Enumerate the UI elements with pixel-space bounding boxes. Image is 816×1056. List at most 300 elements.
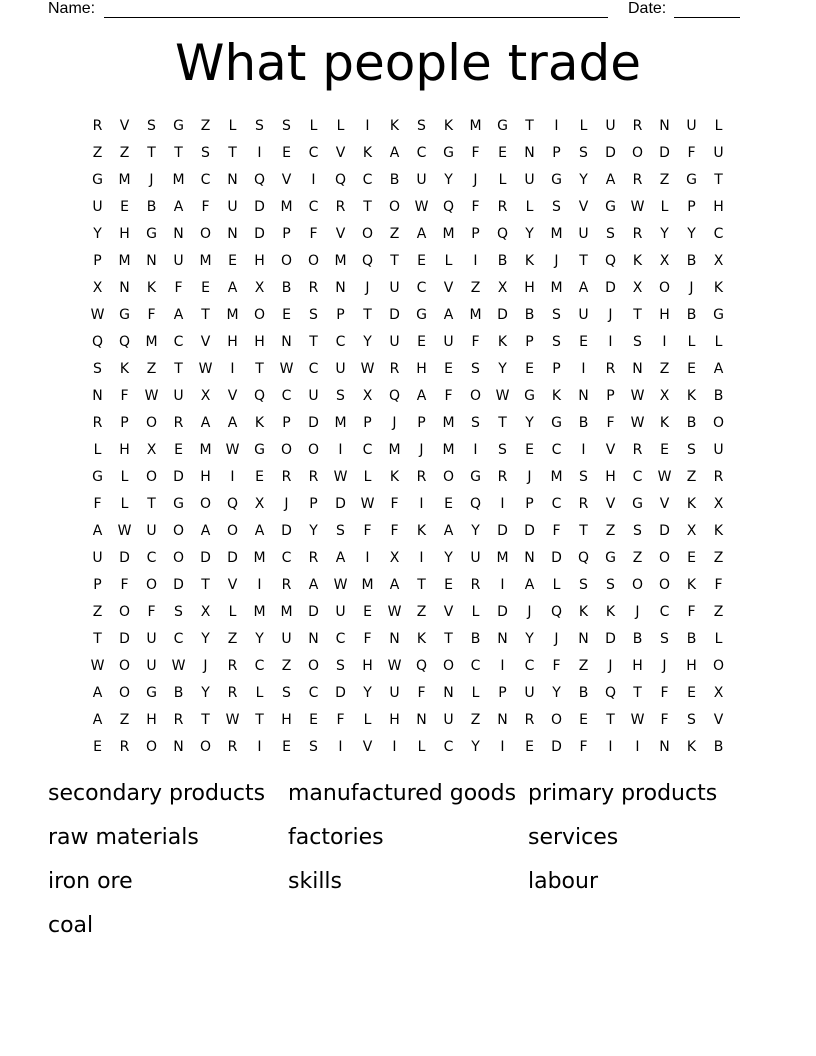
- grid-letter[interactable]: F: [93, 495, 102, 512]
- grid-letter[interactable]: V: [227, 576, 238, 593]
- grid-letter[interactable]: A: [173, 198, 184, 215]
- grid-letter[interactable]: P: [309, 495, 318, 512]
- grid-letter[interactable]: B: [497, 252, 508, 269]
- grid-letter[interactable]: A: [92, 711, 103, 728]
- grid-letter[interactable]: F: [660, 711, 669, 728]
- grid-letter[interactable]: R: [308, 549, 319, 566]
- grid-letter[interactable]: E: [444, 576, 453, 593]
- grid-letter[interactable]: U: [524, 684, 535, 701]
- grid-letter[interactable]: P: [417, 414, 426, 431]
- grid-letter[interactable]: D: [335, 495, 346, 512]
- grid-letter[interactable]: Y: [525, 225, 534, 242]
- grid-letter[interactable]: W: [333, 468, 348, 485]
- grid-letter[interactable]: I: [608, 738, 613, 755]
- grid-letter[interactable]: S: [606, 576, 615, 593]
- grid-letter[interactable]: W: [198, 360, 213, 377]
- grid-letter[interactable]: Y: [255, 630, 264, 647]
- grid-letter[interactable]: E: [417, 333, 426, 350]
- grid-letter[interactable]: N: [443, 684, 454, 701]
- grid-letter[interactable]: E: [93, 738, 102, 755]
- grid-letter[interactable]: J: [608, 306, 613, 323]
- grid-letter[interactable]: N: [659, 738, 670, 755]
- grid-letter[interactable]: Y: [93, 225, 102, 242]
- grid-letter[interactable]: O: [199, 225, 212, 242]
- grid-letter[interactable]: P: [120, 414, 129, 431]
- grid-letter[interactable]: H: [713, 198, 724, 215]
- grid-letter[interactable]: R: [416, 468, 427, 485]
- grid-letter[interactable]: D: [497, 522, 508, 539]
- grid-letter[interactable]: L: [714, 117, 723, 134]
- grid-letter[interactable]: X: [659, 252, 670, 269]
- grid-letter[interactable]: M: [550, 468, 563, 485]
- grid-letter[interactable]: S: [201, 144, 210, 161]
- grid-letter[interactable]: R: [713, 468, 724, 485]
- grid-letter[interactable]: I: [473, 252, 478, 269]
- grid-letter[interactable]: E: [687, 549, 696, 566]
- grid-letter[interactable]: A: [227, 414, 238, 431]
- grid-letter[interactable]: K: [254, 414, 265, 431]
- grid-letter[interactable]: C: [308, 360, 319, 377]
- grid-letter[interactable]: N: [227, 171, 238, 188]
- grid-letter[interactable]: K: [632, 252, 643, 269]
- grid-letter[interactable]: D: [335, 684, 346, 701]
- grid-letter[interactable]: M: [199, 252, 212, 269]
- grid-letter[interactable]: O: [145, 738, 158, 755]
- grid-letter[interactable]: H: [254, 252, 265, 269]
- grid-letter[interactable]: I: [662, 333, 667, 350]
- grid-letter[interactable]: R: [92, 117, 103, 134]
- grid-letter[interactable]: Z: [632, 549, 643, 566]
- grid-letter[interactable]: U: [443, 333, 454, 350]
- grid-letter[interactable]: L: [93, 441, 102, 458]
- grid-letter[interactable]: L: [498, 171, 507, 188]
- grid-letter[interactable]: A: [443, 522, 454, 539]
- grid-letter[interactable]: C: [713, 225, 724, 242]
- grid-letter[interactable]: X: [659, 387, 670, 404]
- grid-letter[interactable]: I: [500, 576, 505, 593]
- grid-letter[interactable]: G: [551, 414, 562, 431]
- grid-letter[interactable]: U: [173, 387, 184, 404]
- grid-letter[interactable]: X: [146, 441, 157, 458]
- grid-letter[interactable]: Z: [659, 360, 670, 377]
- grid-letter[interactable]: M: [334, 414, 347, 431]
- grid-letter[interactable]: L: [417, 738, 426, 755]
- grid-letter[interactable]: S: [471, 414, 480, 431]
- grid-letter[interactable]: Z: [416, 603, 427, 620]
- grid-letter[interactable]: L: [471, 603, 480, 620]
- grid-letter[interactable]: K: [659, 414, 670, 431]
- grid-letter[interactable]: M: [442, 414, 455, 431]
- grid-letter[interactable]: T: [633, 684, 642, 701]
- grid-letter[interactable]: J: [365, 279, 370, 296]
- grid-letter[interactable]: Z: [281, 657, 292, 674]
- grid-letter[interactable]: R: [632, 171, 643, 188]
- grid-letter[interactable]: T: [498, 414, 507, 431]
- grid-letter[interactable]: N: [578, 630, 589, 647]
- grid-letter[interactable]: U: [416, 171, 427, 188]
- grid-letter[interactable]: E: [579, 711, 588, 728]
- grid-letter[interactable]: T: [309, 333, 318, 350]
- grid-letter[interactable]: A: [713, 360, 724, 377]
- grid-letter[interactable]: S: [255, 117, 264, 134]
- grid-letter[interactable]: I: [500, 738, 505, 755]
- grid-letter[interactable]: O: [712, 657, 725, 674]
- grid-letter[interactable]: Y: [471, 738, 480, 755]
- grid-letter[interactable]: N: [632, 360, 643, 377]
- grid-letter[interactable]: X: [713, 495, 724, 512]
- grid-letter[interactable]: I: [257, 144, 262, 161]
- grid-letter[interactable]: Y: [201, 684, 210, 701]
- grid-letter[interactable]: O: [712, 414, 725, 431]
- grid-letter[interactable]: P: [552, 360, 561, 377]
- grid-letter[interactable]: K: [605, 603, 616, 620]
- grid-letter[interactable]: A: [389, 576, 400, 593]
- grid-letter[interactable]: N: [389, 630, 400, 647]
- grid-letter[interactable]: D: [200, 549, 211, 566]
- grid-letter[interactable]: M: [280, 603, 293, 620]
- grid-letter[interactable]: Z: [227, 630, 238, 647]
- grid-letter[interactable]: P: [93, 252, 102, 269]
- grid-letter[interactable]: Q: [253, 387, 266, 404]
- grid-letter[interactable]: L: [525, 198, 534, 215]
- grid-letter[interactable]: W: [333, 576, 348, 593]
- grid-letter[interactable]: C: [362, 441, 373, 458]
- grid-letter[interactable]: H: [362, 657, 373, 674]
- grid-letter[interactable]: U: [389, 684, 400, 701]
- grid-letter[interactable]: Z: [713, 549, 724, 566]
- grid-letter[interactable]: E: [444, 360, 453, 377]
- grid-letter[interactable]: L: [363, 468, 372, 485]
- grid-letter[interactable]: H: [200, 468, 211, 485]
- grid-letter[interactable]: V: [443, 279, 454, 296]
- grid-letter[interactable]: I: [581, 441, 586, 458]
- grid-letter[interactable]: C: [335, 333, 346, 350]
- grid-letter[interactable]: G: [146, 225, 157, 242]
- grid-letter[interactable]: K: [389, 117, 400, 134]
- grid-letter[interactable]: B: [389, 171, 400, 188]
- grid-letter[interactable]: B: [470, 630, 481, 647]
- grid-letter[interactable]: S: [147, 117, 156, 134]
- grid-letter[interactable]: K: [362, 144, 373, 161]
- grid-letter[interactable]: N: [659, 117, 670, 134]
- grid-letter[interactable]: Z: [119, 711, 130, 728]
- grid-letter[interactable]: O: [361, 225, 374, 242]
- grid-letter[interactable]: F: [471, 333, 480, 350]
- grid-letter[interactable]: E: [444, 495, 453, 512]
- grid-letter[interactable]: W: [171, 657, 186, 674]
- grid-letter[interactable]: I: [257, 738, 262, 755]
- grid-letter[interactable]: P: [93, 576, 102, 593]
- grid-letter[interactable]: S: [633, 522, 642, 539]
- grid-letter[interactable]: S: [552, 333, 561, 350]
- grid-letter[interactable]: P: [552, 144, 561, 161]
- grid-letter[interactable]: K: [551, 387, 562, 404]
- grid-letter[interactable]: S: [336, 657, 345, 674]
- grid-letter[interactable]: D: [605, 144, 616, 161]
- grid-letter[interactable]: I: [554, 117, 559, 134]
- grid-letter[interactable]: M: [388, 441, 401, 458]
- grid-letter[interactable]: T: [174, 360, 183, 377]
- grid-letter[interactable]: O: [307, 657, 320, 674]
- grid-letter[interactable]: W: [630, 414, 645, 431]
- grid-letter[interactable]: M: [280, 198, 293, 215]
- grid-letter[interactable]: T: [228, 144, 237, 161]
- grid-letter[interactable]: W: [495, 387, 510, 404]
- grid-letter[interactable]: R: [227, 738, 238, 755]
- grid-letter[interactable]: U: [389, 333, 400, 350]
- grid-letter[interactable]: D: [119, 630, 130, 647]
- grid-letter[interactable]: U: [713, 441, 724, 458]
- grid-letter[interactable]: R: [227, 657, 238, 674]
- grid-letter[interactable]: K: [686, 495, 697, 512]
- grid-letter[interactable]: T: [174, 144, 183, 161]
- grid-letter[interactable]: Q: [550, 603, 563, 620]
- grid-letter[interactable]: Q: [334, 171, 347, 188]
- grid-letter[interactable]: O: [388, 198, 401, 215]
- grid-letter[interactable]: Z: [146, 360, 157, 377]
- grid-letter[interactable]: R: [497, 198, 508, 215]
- grid-letter[interactable]: H: [686, 657, 697, 674]
- grid-letter[interactable]: N: [173, 738, 184, 755]
- grid-letter[interactable]: Y: [525, 414, 534, 431]
- grid-letter[interactable]: W: [630, 387, 645, 404]
- grid-letter[interactable]: Y: [444, 171, 453, 188]
- grid-letter[interactable]: T: [714, 171, 723, 188]
- grid-letter[interactable]: S: [309, 306, 318, 323]
- grid-letter[interactable]: D: [605, 630, 616, 647]
- grid-letter[interactable]: N: [335, 279, 346, 296]
- grid-letter[interactable]: R: [470, 576, 481, 593]
- grid-letter[interactable]: G: [254, 441, 265, 458]
- grid-letter[interactable]: J: [527, 468, 532, 485]
- grid-letter[interactable]: I: [419, 495, 424, 512]
- grid-letter[interactable]: F: [606, 414, 615, 431]
- grid-letter[interactable]: B: [713, 387, 724, 404]
- grid-letter[interactable]: G: [92, 171, 103, 188]
- grid-letter[interactable]: C: [146, 549, 157, 566]
- grid-letter[interactable]: T: [363, 198, 372, 215]
- grid-letter[interactable]: L: [228, 117, 237, 134]
- grid-letter[interactable]: T: [93, 630, 102, 647]
- grid-letter[interactable]: N: [416, 711, 427, 728]
- grid-letter[interactable]: Z: [389, 225, 400, 242]
- grid-letter[interactable]: Y: [471, 522, 480, 539]
- grid-letter[interactable]: R: [524, 711, 535, 728]
- grid-letter[interactable]: N: [227, 225, 238, 242]
- grid-letter[interactable]: R: [281, 468, 292, 485]
- grid-letter[interactable]: T: [417, 576, 426, 593]
- grid-letter[interactable]: U: [92, 549, 103, 566]
- grid-letter[interactable]: A: [443, 306, 454, 323]
- grid-letter[interactable]: A: [524, 576, 535, 593]
- grid-letter[interactable]: O: [226, 522, 239, 539]
- grid-letter[interactable]: W: [360, 360, 375, 377]
- grid-letter[interactable]: Q: [226, 495, 239, 512]
- grid-letter[interactable]: O: [118, 657, 131, 674]
- grid-letter[interactable]: O: [442, 657, 455, 674]
- grid-letter[interactable]: C: [173, 333, 184, 350]
- grid-letter[interactable]: G: [713, 306, 724, 323]
- grid-letter[interactable]: Z: [470, 711, 481, 728]
- grid-letter[interactable]: B: [146, 198, 157, 215]
- grid-letter[interactable]: P: [525, 495, 534, 512]
- grid-letter[interactable]: S: [336, 522, 345, 539]
- grid-letter[interactable]: U: [443, 711, 454, 728]
- grid-letter[interactable]: K: [713, 279, 724, 296]
- grid-letter[interactable]: D: [551, 549, 562, 566]
- grid-letter[interactable]: L: [363, 711, 372, 728]
- grid-letter[interactable]: V: [119, 117, 130, 134]
- grid-letter[interactable]: L: [660, 198, 669, 215]
- grid-letter[interactable]: E: [687, 684, 696, 701]
- grid-letter[interactable]: M: [253, 549, 266, 566]
- grid-letter[interactable]: U: [335, 360, 346, 377]
- grid-letter[interactable]: R: [605, 360, 616, 377]
- grid-letter[interactable]: A: [254, 522, 265, 539]
- grid-letter[interactable]: Y: [498, 360, 507, 377]
- grid-letter[interactable]: O: [658, 279, 671, 296]
- grid-letter[interactable]: X: [362, 387, 373, 404]
- grid-letter[interactable]: O: [145, 576, 158, 593]
- grid-letter[interactable]: I: [608, 333, 613, 350]
- grid-letter[interactable]: Z: [470, 279, 481, 296]
- grid-letter[interactable]: I: [338, 738, 343, 755]
- grid-letter[interactable]: W: [630, 198, 645, 215]
- grid-letter[interactable]: I: [500, 495, 505, 512]
- grid-letter[interactable]: S: [174, 603, 183, 620]
- grid-letter[interactable]: S: [471, 360, 480, 377]
- grid-letter[interactable]: G: [497, 117, 508, 134]
- grid-letter[interactable]: W: [225, 711, 240, 728]
- grid-letter[interactable]: Z: [659, 171, 670, 188]
- grid-letter[interactable]: K: [686, 738, 697, 755]
- grid-letter[interactable]: N: [281, 333, 292, 350]
- grid-letter[interactable]: R: [308, 279, 319, 296]
- grid-letter[interactable]: F: [552, 657, 561, 674]
- grid-letter[interactable]: S: [552, 306, 561, 323]
- grid-letter[interactable]: T: [579, 252, 588, 269]
- grid-letter[interactable]: G: [416, 306, 427, 323]
- grid-letter[interactable]: S: [579, 144, 588, 161]
- grid-letter[interactable]: L: [120, 495, 129, 512]
- grid-letter[interactable]: D: [254, 225, 265, 242]
- grid-letter[interactable]: J: [662, 657, 667, 674]
- grid-letter[interactable]: V: [281, 171, 292, 188]
- grid-letter[interactable]: J: [284, 495, 289, 512]
- grid-letter[interactable]: D: [227, 549, 238, 566]
- grid-letter[interactable]: U: [578, 306, 589, 323]
- grid-letter[interactable]: S: [579, 576, 588, 593]
- grid-letter[interactable]: A: [335, 549, 346, 566]
- grid-letter[interactable]: L: [120, 468, 129, 485]
- grid-letter[interactable]: M: [550, 279, 563, 296]
- grid-letter[interactable]: A: [416, 225, 427, 242]
- grid-letter[interactable]: H: [146, 711, 157, 728]
- grid-letter[interactable]: U: [146, 630, 157, 647]
- grid-letter[interactable]: R: [227, 684, 238, 701]
- grid-letter[interactable]: T: [255, 360, 264, 377]
- grid-letter[interactable]: V: [200, 333, 211, 350]
- grid-letter[interactable]: I: [635, 738, 640, 755]
- grid-letter[interactable]: H: [605, 468, 616, 485]
- grid-letter[interactable]: O: [631, 144, 644, 161]
- grid-letter[interactable]: G: [173, 495, 184, 512]
- grid-letter[interactable]: V: [362, 738, 373, 755]
- grid-letter[interactable]: J: [554, 252, 559, 269]
- grid-letter[interactable]: V: [578, 198, 589, 215]
- grid-letter[interactable]: U: [605, 117, 616, 134]
- grid-letter[interactable]: F: [471, 144, 480, 161]
- grid-letter[interactable]: K: [443, 117, 454, 134]
- grid-letter[interactable]: L: [579, 117, 588, 134]
- grid-letter[interactable]: W: [90, 657, 105, 674]
- grid-letter[interactable]: I: [365, 117, 370, 134]
- grid-letter[interactable]: D: [659, 144, 670, 161]
- grid-letter[interactable]: Y: [525, 630, 534, 647]
- grid-letter[interactable]: A: [227, 279, 238, 296]
- grid-letter[interactable]: S: [417, 117, 426, 134]
- grid-letter[interactable]: E: [228, 252, 237, 269]
- grid-letter[interactable]: R: [119, 738, 130, 755]
- grid-letter[interactable]: V: [659, 495, 670, 512]
- grid-letter[interactable]: Y: [363, 333, 372, 350]
- grid-letter[interactable]: Z: [92, 603, 103, 620]
- grid-letter[interactable]: M: [550, 225, 563, 242]
- grid-letter[interactable]: J: [419, 441, 424, 458]
- grid-letter[interactable]: H: [281, 711, 292, 728]
- grid-letter[interactable]: K: [389, 468, 400, 485]
- grid-letter[interactable]: D: [389, 306, 400, 323]
- grid-letter[interactable]: O: [118, 603, 131, 620]
- grid-letter[interactable]: D: [308, 414, 319, 431]
- grid-letter[interactable]: C: [443, 738, 454, 755]
- grid-letter[interactable]: R: [632, 117, 643, 134]
- grid-letter[interactable]: P: [363, 414, 372, 431]
- grid-letter[interactable]: D: [659, 522, 670, 539]
- grid-letter[interactable]: F: [579, 738, 588, 755]
- grid-letter[interactable]: P: [606, 387, 615, 404]
- grid-letter[interactable]: E: [417, 252, 426, 269]
- grid-letter[interactable]: L: [471, 684, 480, 701]
- grid-letter[interactable]: D: [173, 468, 184, 485]
- grid-letter[interactable]: C: [173, 630, 184, 647]
- grid-letter[interactable]: J: [527, 603, 532, 620]
- grid-letter[interactable]: I: [230, 360, 235, 377]
- grid-letter[interactable]: B: [578, 684, 589, 701]
- grid-letter[interactable]: M: [442, 225, 455, 242]
- grid-letter[interactable]: W: [657, 468, 672, 485]
- grid-letter[interactable]: U: [92, 198, 103, 215]
- grid-letter[interactable]: M: [226, 306, 239, 323]
- grid-letter[interactable]: O: [172, 522, 185, 539]
- grid-letter[interactable]: S: [579, 468, 588, 485]
- grid-letter[interactable]: K: [416, 522, 427, 539]
- grid-letter[interactable]: Y: [309, 522, 318, 539]
- grid-letter[interactable]: U: [713, 144, 724, 161]
- grid-letter[interactable]: R: [389, 360, 400, 377]
- grid-letter[interactable]: R: [281, 576, 292, 593]
- grid-letter[interactable]: F: [120, 387, 129, 404]
- grid-letter[interactable]: R: [632, 225, 643, 242]
- grid-letter[interactable]: E: [687, 360, 696, 377]
- grid-letter[interactable]: Z: [686, 468, 697, 485]
- grid-letter[interactable]: D: [497, 603, 508, 620]
- grid-letter[interactable]: O: [442, 468, 455, 485]
- grid-letter[interactable]: E: [363, 603, 372, 620]
- date-field-line[interactable]: [674, 17, 740, 18]
- grid-letter[interactable]: G: [119, 306, 130, 323]
- grid-letter[interactable]: F: [120, 576, 129, 593]
